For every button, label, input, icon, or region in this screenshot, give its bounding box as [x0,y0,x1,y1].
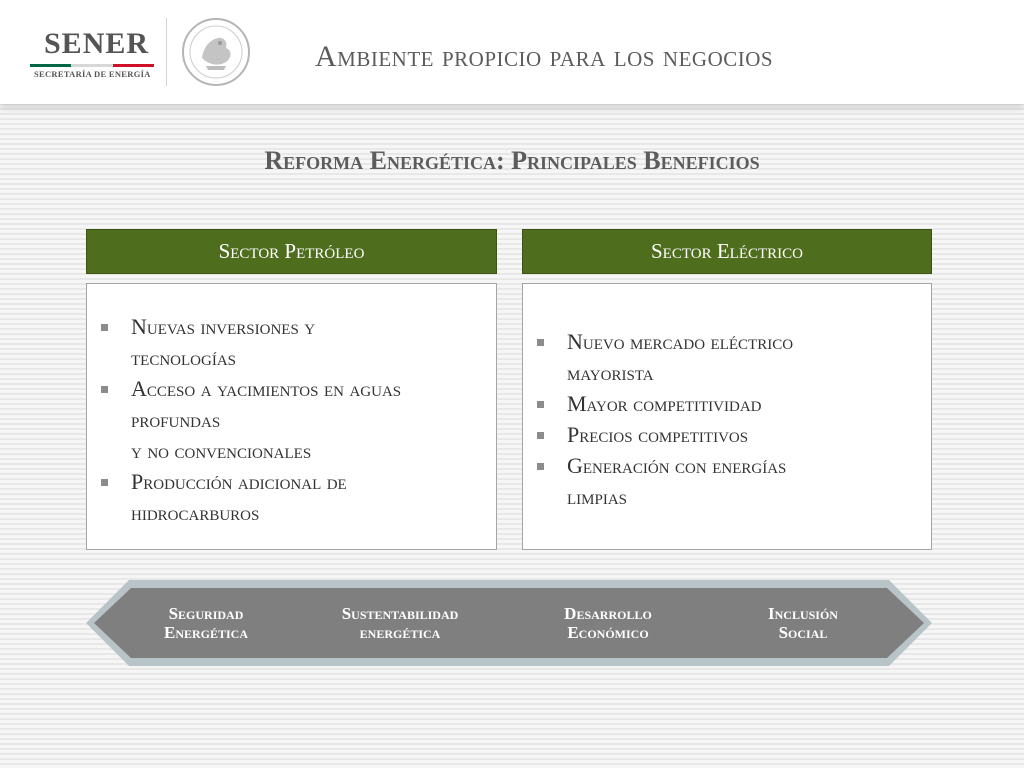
list-item [537,450,925,512]
list-item-line: Mayor competitividad [567,391,762,416]
pillar-sustentabilidad-energetica [320,604,480,642]
list-item-line: profundas [131,407,221,432]
list-item-line: limpias [567,484,628,509]
sector-box-electrico [522,283,932,550]
pillar-line: Social [778,623,828,642]
sector-header-petroleo: Sector Petróleo [86,229,497,274]
list-item [101,373,490,466]
benefits-list-petroleo [101,311,490,528]
list-item [537,388,925,419]
list-item-line: Acceso a yacimientos en aguas [131,376,402,401]
list-item-line: mayorista [567,360,654,385]
pillar-line: Desarrollo [564,604,652,623]
list-item [537,419,925,450]
list-item-line: Nuevas inversiones y [131,314,316,339]
list-item [101,466,490,528]
sener-logo [28,28,158,80]
logo-tricolor-line [30,64,154,67]
logo-name: SENER [44,27,150,60]
pillar-line: Energética [163,623,249,642]
page-title: Ambiente propicio para los negocios [315,40,774,73]
pillar-inclusion-social [723,604,883,642]
pillar-seguridad-energetica [126,604,286,642]
mexican-coat-of-arms-icon [180,16,252,88]
pillar-line: Inclusión [768,604,838,623]
pillar-desarrollo-economico [528,604,688,642]
list-item-line: y no convencionales [131,438,312,463]
pillars-arrow [86,578,932,668]
slide-subtitle: Reforma Energética: Principales Beneficios [264,146,760,175]
benefits-list-electrico [537,326,925,512]
list-item-line: tecnologías [131,345,236,370]
pillar-line: Económico [567,623,649,642]
list-item-line: hidrocarburos [131,500,260,525]
pillar-line: Sustentabilidad [341,604,459,623]
list-item [537,326,925,388]
header-divider [166,18,167,86]
list-item-line: Nuevo mercado eléctrico [567,329,794,354]
list-item [101,311,490,373]
header-bar [0,0,1024,104]
logo-subtitle: SECRETARÍA DE ENERGÍA [34,69,151,79]
pillar-line: Seguridad [168,604,244,623]
list-item-line: Generación con energías [567,453,787,478]
list-item-line: Producción adicional de [131,469,347,494]
pillar-line: energética [359,623,441,642]
sector-header-electrico: Sector Eléctrico [522,229,932,274]
sector-box-petroleo [86,283,497,550]
list-item-line: Precios competitivos [567,422,749,447]
